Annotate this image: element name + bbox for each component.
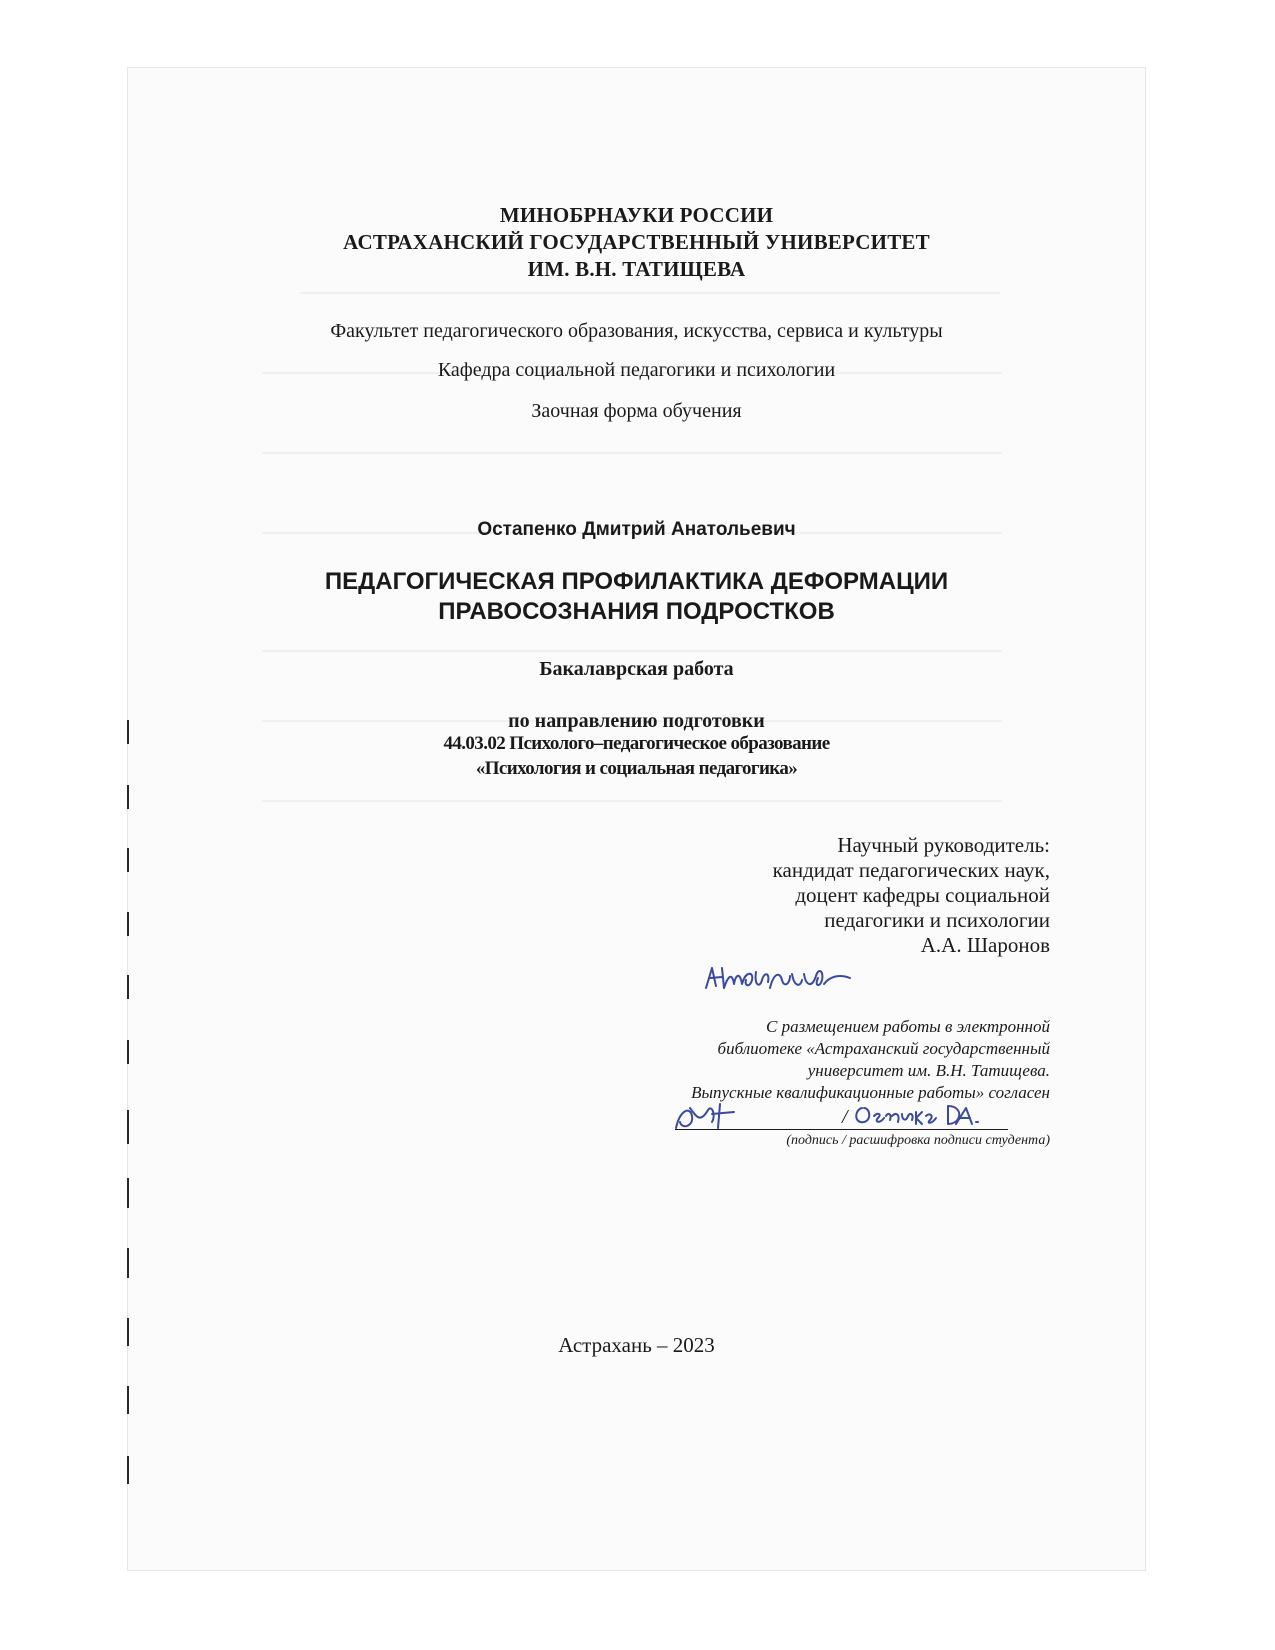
binding-mark — [127, 1456, 129, 1484]
signature-separator: / — [842, 1106, 848, 1128]
consent-line: С размещением работы в электронной — [766, 1017, 1050, 1036]
consent-block — [691, 1016, 1050, 1104]
thesis-title-line: ПЕДАГОГИЧЕСКАЯ ПРОФИЛАКТИКА ДЕФОРМАЦИИ — [324, 568, 949, 595]
author-name: Остапенко Дмитрий Анатольевич — [477, 519, 796, 540]
binding-mark — [127, 912, 129, 936]
study-form: Заочная форма обучения — [531, 400, 742, 422]
supervisor-position: педагогики и психологии — [824, 908, 1050, 932]
show-through-line — [262, 650, 1002, 652]
binding-mark — [127, 1040, 129, 1064]
supervisor-block — [773, 833, 1050, 958]
university-name: АСТРАХАНСКИЙ ГОСУДАРСТВЕННЫЙ УНИВЕРСИТЕТ — [343, 230, 930, 254]
binding-mark — [127, 848, 129, 872]
binding-mark — [127, 1386, 129, 1414]
thesis-title — [128, 567, 1145, 627]
supervisor-position: доцент кафедры социальной — [795, 883, 1050, 907]
binding-mark — [127, 975, 129, 999]
supervisor-name: А.А. Шаронов — [920, 933, 1050, 957]
consent-line: университет им. В.Н. Татищева. — [807, 1061, 1050, 1080]
show-through-line — [300, 292, 1000, 294]
supervisor-signature — [700, 958, 860, 998]
supervisor-label: Научный руководитель: — [837, 833, 1050, 857]
thesis-title-line: ПРАВОСОЗНАНИЯ ПОДРОСТКОВ — [438, 598, 835, 625]
signature-caption: (подпись / расшифровка подписи студента) — [786, 1133, 1050, 1148]
consent-line: Выпускные квалификационные работы» согласен — [691, 1083, 1050, 1102]
university-named-after: ИМ. В.Н. ТАТИЩЕВА — [527, 257, 746, 281]
ministry-name: МИНОБРНАУКИ РОССИИ — [499, 203, 774, 227]
show-through-line — [262, 800, 1002, 802]
binding-mark — [127, 1248, 129, 1278]
faculty-name: Факультет педагогического образования, искусства, сервиса и культуры — [330, 320, 943, 342]
binding-mark — [127, 785, 129, 809]
student-name-handwritten — [852, 1098, 1042, 1134]
document-header — [128, 202, 1145, 283]
consent-line: библиотеке «Астраханский государственный — [717, 1039, 1050, 1058]
department-name: Кафедра социальной педагогики и психологии — [437, 359, 836, 381]
city-year: Астрахань – 2023 — [558, 1333, 715, 1357]
show-through-line — [262, 452, 1002, 454]
binding-mark — [127, 1178, 129, 1208]
student-signature — [672, 1096, 742, 1136]
binding-mark — [127, 1110, 129, 1144]
direction-code: 44.03.02 Психолого–педагогическое образование — [443, 733, 830, 754]
direction-label: по направлению подготовки — [508, 710, 765, 732]
work-type: Бакалаврская работа — [539, 658, 734, 680]
direction-profile: «Психология и социальная педагогика» — [475, 758, 798, 779]
supervisor-degree: кандидат педагогических наук, — [772, 858, 1050, 882]
